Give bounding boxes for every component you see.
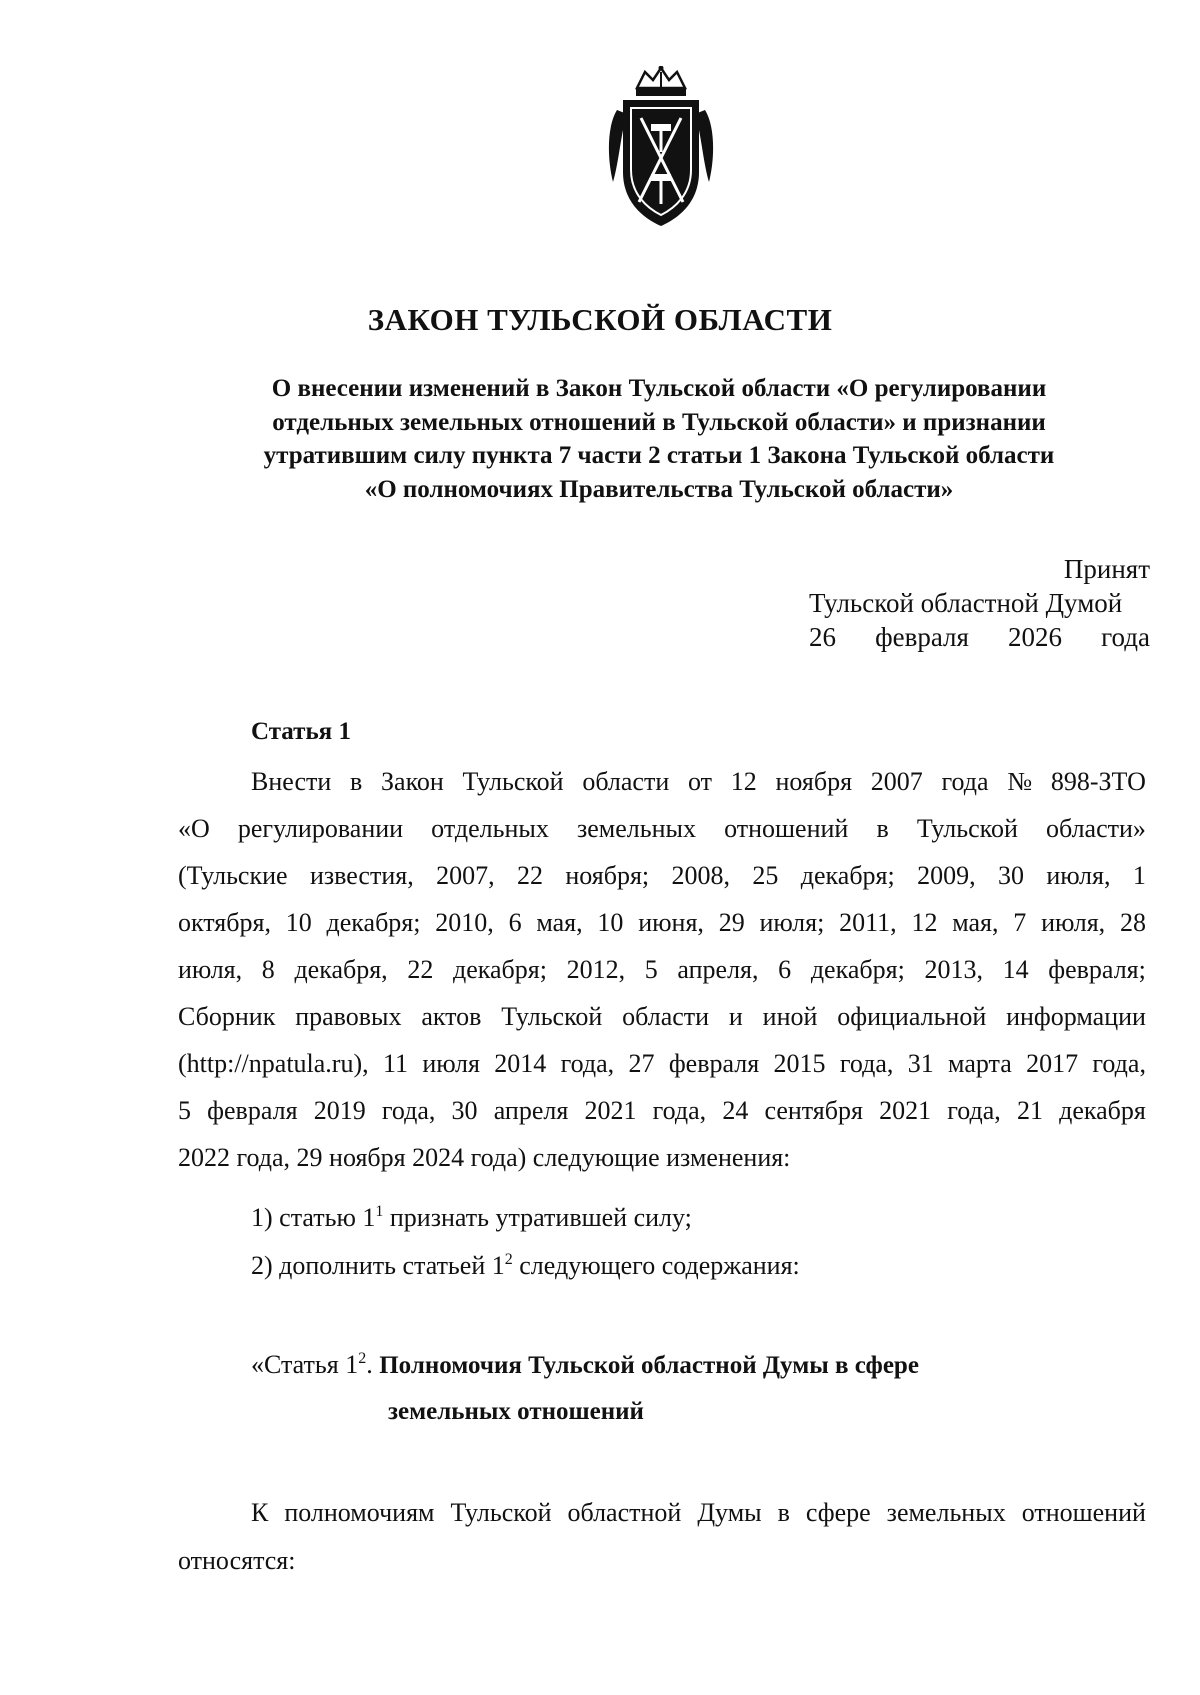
word: декабря; [810,954,905,984]
word: 5 [644,954,658,984]
word: регулировании [237,813,404,843]
word: 22 [516,860,543,890]
word: 12 [911,907,938,937]
paragraph-last-line: 2022 года, 29 ноября 2024 года) следующие изменения: [178,1142,791,1172]
adoption-year-word: года [1101,622,1150,652]
adoption-date [809,620,1150,654]
paragraph-line [178,758,1146,805]
adoption-body: Тульской областной Думой [809,588,1123,618]
word: 2021 [584,1095,637,1125]
word: 10 [285,907,312,937]
word: 21 [1016,1095,1043,1125]
article-1-2-text-line [251,1498,1146,1528]
paragraph-line [178,1087,1146,1134]
word: в [350,766,363,796]
word: декабря; [452,954,547,984]
word: апреля [493,1095,569,1125]
adoption-month: февраля [875,622,969,652]
word: (Тульские [178,860,288,890]
word: 6 [508,907,522,937]
word: официальной [837,1001,987,1031]
word: информации [1006,1001,1146,1031]
word: в [876,813,889,843]
word: июля, [1046,860,1111,890]
word: Тульской [450,1498,552,1527]
word: иной [762,1001,818,1031]
word: 6 [778,954,792,984]
amendment-item-1 [251,1203,692,1233]
paragraph-line [178,852,1146,899]
word: июля; [759,907,825,937]
word: от [687,766,713,796]
word: Закон [381,766,444,796]
word: и [728,1001,743,1031]
word: актов [421,1001,482,1031]
paragraph-line-text [178,1049,1146,1079]
word: 25 [752,860,779,890]
word: 2007, [436,860,495,890]
word: 24 [722,1095,749,1125]
word: отдельных [431,813,549,843]
word: июля, [178,954,243,984]
word: № [1007,766,1033,796]
word: марта [948,1048,1012,1078]
item-superscript: 1 [375,1203,384,1220]
paragraph-line-text [178,908,1146,938]
word: года, [381,1095,436,1125]
word: 1 [1132,860,1146,890]
paragraph-line-text [178,1096,1146,1126]
word: 31 [907,1048,934,1078]
word: 14 [1002,954,1029,984]
article-1-heading: Статья 1 [251,718,351,745]
word: области [622,1001,710,1031]
document-subtitle [200,372,1118,506]
word: областной [567,1498,682,1527]
word: ноября [775,766,853,796]
adoption-block [809,552,1150,654]
item-text: 2) дополнить статьей 1 [251,1251,505,1280]
crown-icon [636,66,686,96]
word: 2009, [917,860,976,890]
article-1-2-text-line: относятся: [178,1546,296,1575]
coat-of-arms-emblem [603,66,719,230]
word: известия, [309,860,414,890]
paragraph-line [178,899,1146,946]
word: года, [947,1095,1001,1125]
word: 11 [382,1048,408,1078]
word: апреля, [677,954,759,984]
article-1-2-dot: . [366,1350,373,1379]
word: 2014 [494,1048,547,1078]
word: области» [1046,813,1146,843]
word: февраля [207,1095,298,1125]
word: года, [560,1048,615,1078]
adoption-status: Принят [1063,554,1150,584]
word: июля [422,1048,480,1078]
word: 2015 [773,1048,826,1078]
word: 2007 [870,766,923,796]
word: года, [1092,1048,1146,1078]
paragraph-line-text [178,1002,1146,1032]
word: (http://npatula.ru), [178,1048,369,1078]
paragraph-line [178,1040,1146,1087]
paragraph-line [178,946,1146,993]
word: ноября; [565,860,650,890]
word: 2012, [566,954,626,984]
paragraph-line [178,993,1146,1040]
word: декабря; [326,907,421,937]
word: декабря [1059,1095,1146,1125]
word: сентября [764,1095,863,1125]
subtitle-line: «О полномочиях Правительства Тульской области» [364,475,954,503]
word: Внести [251,766,332,796]
paragraph-line [178,1134,1146,1181]
article-1-2-text [251,1498,1146,1528]
subtitle-line: О внесении изменений в Закон Тульской области «О регулировании [271,375,1047,402]
word: в [777,1498,790,1527]
article-1-2-title-continued: земельных отношений [388,1398,644,1425]
word: К [251,1498,269,1527]
word: 10 [597,907,624,937]
article-1-2-superscript: 2 [358,1350,367,1367]
word: 2021 [879,1095,932,1125]
word: 2017 [1026,1048,1079,1078]
paragraph-line-text [178,955,1146,985]
word: февраля; [1048,954,1146,984]
paragraph-line-text [251,767,1146,797]
subtitle-line: отдельных земельных отношений в Тульской области» и признании [272,408,1046,436]
word: декабря; [800,860,895,890]
word: 2010, [435,907,494,937]
subtitle-line: утратившим силу пункта 7 части 2 статьи 1 Закона Тульской области [263,442,1055,469]
document-title: ЗАКОН ТУЛЬСКОЙ ОБЛАСТИ [367,302,833,337]
word: года, [652,1095,707,1125]
word: Тульской [462,766,564,796]
word: июня, [638,907,704,937]
word: Сборник [178,1001,276,1031]
word: 7 [1013,907,1027,937]
amendment-item-2 [251,1251,800,1281]
word: «О [178,813,210,843]
word: 27 [628,1048,655,1078]
word: отношений [724,813,849,843]
item-text: следующего содержания: [512,1251,800,1280]
article-1-paragraph [178,758,1146,1181]
word: октября, [178,907,271,937]
word: 12 [730,766,757,796]
item-text: признать утратившей силу; [383,1203,692,1232]
word: Тульской [501,1001,603,1031]
word: земельных [576,813,696,843]
word: Думы [697,1498,762,1527]
word: 30 [997,860,1024,890]
paragraph-line-text [178,814,1146,844]
item-superscript: 2 [504,1251,513,1268]
word: полномочиям [284,1498,435,1527]
adoption-year: 2026 [1008,622,1063,652]
word: отношений [1021,1498,1146,1527]
paragraph-line [178,805,1146,852]
adoption-day: 26 [809,622,836,652]
word: правовых [295,1001,402,1031]
word: 8 [261,954,275,984]
word: 898-ЗТО [1050,766,1146,796]
word: 2011, [839,907,897,937]
word: 2008, [671,860,731,890]
article-1-2-heading [251,1350,919,1380]
word: 22 [407,954,434,984]
word: мая, [536,907,583,937]
word: сфере [805,1498,871,1527]
paragraph-line-text [178,861,1146,891]
item-text: 1) статью 1 [251,1203,376,1232]
word: 5 [178,1095,191,1125]
article-1-2-prefix: «Статья 1 [251,1350,359,1379]
word: 2013, [924,954,983,984]
word: 30 [451,1095,478,1125]
word: 29 [718,907,745,937]
word: Тульской [916,813,1018,843]
word: декабря, [294,954,388,984]
word: области [582,766,670,796]
word: февраля [668,1048,760,1078]
word: года [941,766,989,796]
word: мая, [952,907,999,937]
word: 2019 [313,1095,366,1125]
article-1-2-title: Полномочия Тульской областной Думы в сфере [379,1352,919,1379]
word: года, [839,1048,894,1078]
word: 28 [1119,907,1146,937]
word: земельных [886,1498,1006,1527]
word: июля, [1041,907,1106,937]
